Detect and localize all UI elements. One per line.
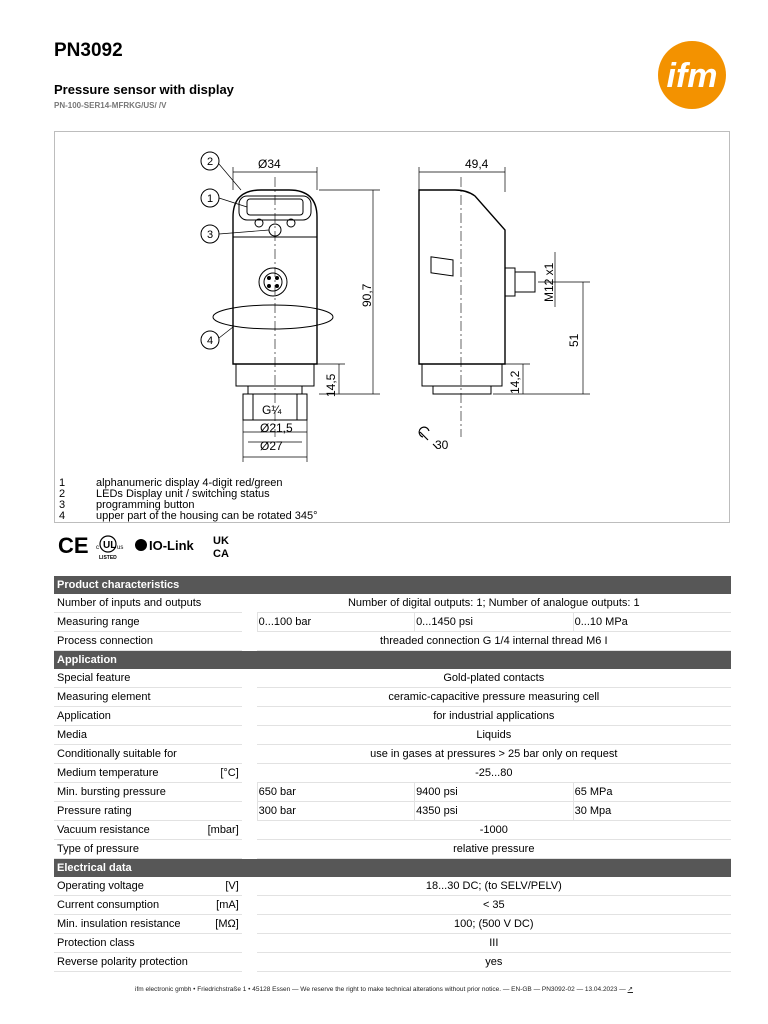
spec-table — [54, 576, 731, 972]
callout-2: 2 — [206, 156, 214, 168]
dim-d21-5: Ø21,5 — [260, 421, 293, 435]
spec-value: 0...10 MPa — [573, 613, 731, 632]
spec-label-cell — [54, 726, 242, 745]
ukca-mark — [213, 535, 229, 560]
ifm-logo — [655, 40, 729, 110]
spec-value: Liquids — [257, 726, 731, 745]
dim-51: 51 — [567, 333, 581, 347]
legend-text: upper part of the housing can be rotated 345° — [96, 510, 318, 522]
spec-label-cell — [54, 745, 242, 764]
spec-label-cell — [54, 840, 242, 859]
footer-text: ifm electronic gmbh • Friedrichstraße 1 • 45128 Essen — We reserve the right to make technical alterations without prior notice. — EN-GB — PN3092-02 — 13.04.2023 — — [135, 986, 626, 993]
spec-value: < 35 — [257, 896, 731, 915]
product-title: PN3092 — [54, 40, 123, 61]
legend-text: LEDs Display unit / switching status — [96, 488, 270, 500]
spec-value: 4350 psi — [414, 802, 573, 821]
dim-90-7: 90,7 — [360, 283, 374, 307]
spec-value: threaded connection G 1/4 internal thread M6 I — [257, 632, 731, 651]
spec-value: for industrial applications — [257, 707, 731, 726]
spec-row — [54, 802, 731, 821]
legend-num: 3 — [59, 499, 66, 511]
spec-row — [54, 896, 731, 915]
spec-row — [54, 840, 731, 859]
spec-label-cell — [54, 915, 242, 934]
product-subtitle: Pressure sensor with display — [54, 82, 234, 97]
spec-label: Special feature — [57, 672, 131, 684]
dim-49-4: 49,4 — [465, 157, 489, 171]
spec-label: Process connection — [57, 635, 153, 647]
spec-label: Vacuum resistance — [57, 824, 150, 836]
legend-text: programming button — [96, 499, 195, 511]
section-title: Electrical data — [54, 859, 731, 877]
spec-label: Application — [57, 710, 111, 722]
spec-row — [54, 953, 731, 972]
spec-label: Medium temperature — [57, 767, 159, 779]
spec-row — [54, 707, 731, 726]
spec-label-cell — [54, 821, 242, 840]
spec-row — [54, 783, 731, 802]
section-title: Product characteristics — [54, 576, 731, 594]
spec-label: Current consumption — [57, 899, 160, 911]
spec-label-cell — [54, 934, 242, 953]
spec-row — [54, 594, 731, 613]
spec-label: Min. insulation resistance — [57, 918, 181, 930]
spec-label-cell — [54, 764, 242, 783]
legend-num: 4 — [59, 510, 66, 522]
spec-unit: [°C] — [220, 767, 239, 779]
legend-text: alphanumeric display 4-digit red/green — [96, 477, 283, 489]
spec-unit: [mA] — [216, 899, 239, 911]
spec-label-cell — [54, 783, 242, 802]
spec-row — [54, 632, 731, 651]
spec-row — [54, 688, 731, 707]
spec-unit: [V] — [225, 880, 239, 892]
spec-label: Pressure rating — [57, 805, 132, 817]
side-view — [419, 177, 535, 437]
spec-label-cell — [54, 688, 242, 707]
legend-num: 1 — [59, 477, 66, 489]
svg-text:CA: CA — [213, 548, 229, 560]
svg-text:UK: UK — [213, 535, 229, 547]
dim-14-5: 14,5 — [324, 373, 338, 397]
spec-value: yes — [257, 953, 731, 972]
spec-label: Reverse polarity protection — [57, 956, 188, 968]
svg-text:c: c — [96, 545, 99, 551]
spec-label-cell — [54, 613, 242, 632]
spec-value: -1000 — [257, 821, 731, 840]
spec-label: Type of pressure — [57, 843, 139, 855]
spec-label-cell — [54, 877, 242, 896]
page-footer — [0, 985, 768, 993]
spec-value: 18...30 DC; (to SELV/PELV) — [257, 877, 731, 896]
spec-row — [54, 669, 731, 688]
spec-value: Number of digital outputs: 1; Number of analogue outputs: 1 — [257, 594, 731, 613]
spec-value: 100; (500 V DC) — [257, 915, 731, 934]
technical-drawing — [55, 132, 731, 524]
callout-3: 3 — [206, 229, 214, 241]
dim-d27: Ø27 — [260, 439, 283, 453]
ce-mark: CE — [58, 533, 89, 558]
callout-4: 4 — [206, 335, 214, 347]
front-view — [213, 177, 333, 437]
spec-row — [54, 877, 731, 896]
callout-markers — [201, 152, 269, 349]
article-code: PN-100-SER14-MFRKG/US/ /V — [54, 101, 167, 110]
spec-label-cell — [54, 669, 242, 688]
svg-text:LISTED: LISTED — [99, 555, 117, 560]
section-header — [54, 576, 731, 594]
certification-marks — [58, 532, 243, 560]
spec-label: Protection class — [57, 937, 135, 949]
spec-value: 0...1450 psi — [414, 613, 573, 632]
spec-value: relative pressure — [257, 840, 731, 859]
spec-label: Media — [57, 729, 87, 741]
callout-1: 1 — [206, 193, 214, 205]
spec-value: 30 Mpa — [573, 802, 731, 821]
dim-m12: M12 x1 — [542, 262, 556, 302]
spec-label-cell — [54, 802, 242, 821]
svg-text:us: us — [117, 545, 124, 551]
spec-unit: [mbar] — [207, 824, 239, 836]
spec-value: Gold-plated contacts — [257, 669, 731, 688]
spec-value: 9400 psi — [414, 783, 573, 802]
legend-num: 2 — [59, 488, 66, 500]
spec-label-cell — [54, 953, 242, 972]
svg-text:UL: UL — [103, 540, 117, 551]
spec-value: ceramic-capacitive pressure measuring cell — [257, 688, 731, 707]
spec-label: Number of inputs and outputs — [57, 597, 202, 609]
spec-value: 0...100 bar — [257, 613, 414, 632]
spec-value: use in gases at pressures > 25 bar only on request — [257, 745, 731, 764]
spec-label-cell — [54, 632, 242, 651]
spec-value: 65 MPa — [573, 783, 731, 802]
ul-mark — [96, 536, 123, 560]
svg-text:ifm: ifm — [666, 57, 718, 95]
svg-text:IO-Link: IO-Link — [149, 538, 194, 553]
spec-row — [54, 915, 731, 934]
dimension-drawing — [54, 131, 730, 523]
spec-label: Measuring element — [57, 691, 151, 703]
spec-value: -25...80 — [257, 764, 731, 783]
spec-row — [54, 764, 731, 783]
spec-unit: [MΩ] — [215, 918, 239, 930]
section-header — [54, 651, 731, 669]
dim-wrench-30: 30 — [435, 438, 449, 452]
spec-label: Min. bursting pressure — [57, 786, 166, 798]
dim-g14: G¼ — [262, 403, 282, 417]
drawing-legend — [59, 478, 318, 522]
spec-value: 300 bar — [257, 802, 414, 821]
spec-row — [54, 726, 731, 745]
spec-label: Conditionally suitable for — [57, 748, 177, 760]
spec-row — [54, 745, 731, 764]
spec-label-cell — [54, 707, 242, 726]
spec-label-cell — [54, 896, 242, 915]
spec-label: Operating voltage — [57, 880, 144, 892]
dim-14-2: 14,2 — [508, 370, 522, 394]
spec-value: III — [257, 934, 731, 953]
spec-row — [54, 613, 731, 632]
section-title: Application — [54, 651, 731, 669]
legend-item — [59, 511, 318, 522]
spec-label: Measuring range — [57, 616, 140, 628]
spec-label-cell — [54, 594, 242, 613]
iolink-mark — [135, 538, 195, 553]
section-header — [54, 859, 731, 877]
spec-row — [54, 821, 731, 840]
spec-value: 650 bar — [257, 783, 414, 802]
spec-row — [54, 934, 731, 953]
page-icon: ↗ — [627, 986, 633, 993]
dim-d34: Ø34 — [258, 157, 281, 171]
